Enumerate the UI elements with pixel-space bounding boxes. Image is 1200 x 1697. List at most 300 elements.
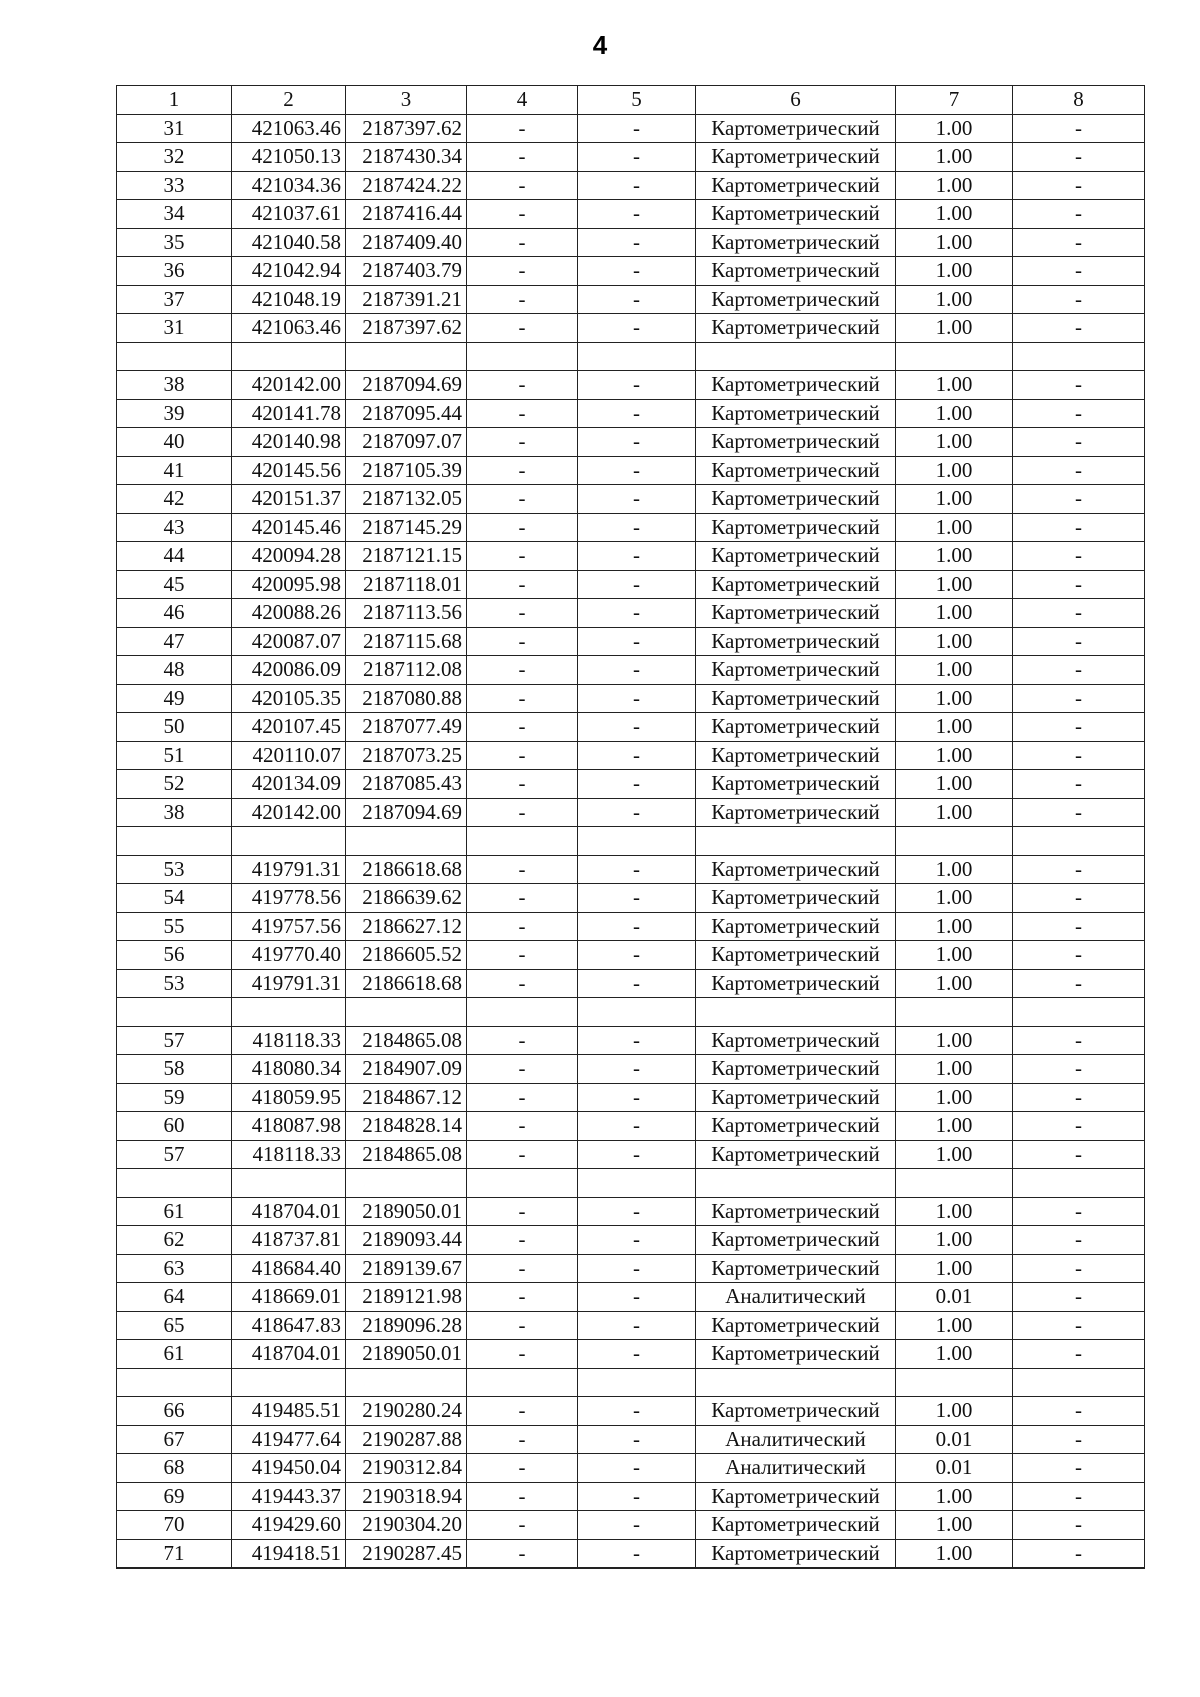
- table-cell: [346, 1169, 467, 1198]
- table-row: [117, 1425, 1145, 1454]
- table-cell: -: [578, 627, 696, 656]
- table-cell: 2190287.45: [346, 1539, 467, 1568]
- table-cell: 2187424.22: [346, 171, 467, 200]
- table-cell: -: [578, 228, 696, 257]
- table-cell: 54: [117, 884, 232, 913]
- table-cell: [696, 1368, 896, 1397]
- table-cell: 419450.04: [232, 1454, 346, 1483]
- column-header: 6: [696, 86, 896, 115]
- table-cell: 420142.00: [232, 798, 346, 827]
- table-cell: 43: [117, 513, 232, 542]
- table-row: [117, 684, 1145, 713]
- table-row: [117, 314, 1145, 343]
- table-separator-row: [117, 1169, 1145, 1198]
- table-cell: 2187112.08: [346, 656, 467, 685]
- table-cell: 1.00: [896, 371, 1013, 400]
- table-cell: Аналитический: [696, 1283, 896, 1312]
- table-cell: 1.00: [896, 570, 1013, 599]
- table-cell: 1.00: [896, 285, 1013, 314]
- table-cell: 44: [117, 542, 232, 571]
- table-cell: -: [578, 770, 696, 799]
- table-cell: 1.00: [896, 884, 1013, 913]
- table-cell: Картометрический: [696, 1026, 896, 1055]
- table-cell: 2190318.94: [346, 1482, 467, 1511]
- table-cell: -: [467, 599, 578, 628]
- table-cell: 418669.01: [232, 1283, 346, 1312]
- table-cell: 419778.56: [232, 884, 346, 913]
- table-cell: 421040.58: [232, 228, 346, 257]
- table-cell: 2189050.01: [346, 1340, 467, 1369]
- table-row: [117, 912, 1145, 941]
- table-cell: Картометрический: [696, 627, 896, 656]
- table-cell: 45: [117, 570, 232, 599]
- table-cell: -: [578, 314, 696, 343]
- column-header: 1: [117, 86, 232, 115]
- table-cell: Картометрический: [696, 855, 896, 884]
- table-cell: 1.00: [896, 542, 1013, 571]
- page-number: 4: [592, 30, 608, 60]
- table-cell: 2187397.62: [346, 114, 467, 143]
- table-cell: 418704.01: [232, 1197, 346, 1226]
- table-row: [117, 1140, 1145, 1169]
- table-cell: -: [467, 200, 578, 229]
- coordinates-table: [116, 85, 1145, 1569]
- table-cell: -: [467, 656, 578, 685]
- table-cell: [232, 342, 346, 371]
- table-cell: 1.00: [896, 143, 1013, 172]
- table-cell: -: [578, 399, 696, 428]
- table-cell: -: [578, 485, 696, 514]
- table-cell: 0.01: [896, 1454, 1013, 1483]
- table-row: [117, 713, 1145, 742]
- table-row: [117, 171, 1145, 200]
- table-cell: -: [1013, 1397, 1145, 1426]
- table-cell: -: [1013, 456, 1145, 485]
- table-cell: -: [1013, 114, 1145, 143]
- table-cell: 2186639.62: [346, 884, 467, 913]
- table-cell: 41: [117, 456, 232, 485]
- table-cell: -: [1013, 485, 1145, 514]
- table-cell: 60: [117, 1112, 232, 1141]
- table-cell: 418704.01: [232, 1340, 346, 1369]
- table-cell: 1.00: [896, 713, 1013, 742]
- table-cell: -: [467, 1311, 578, 1340]
- table-cell: 2184865.08: [346, 1140, 467, 1169]
- table-cell: -: [578, 1340, 696, 1369]
- table-cell: [696, 827, 896, 856]
- table-cell: -: [1013, 399, 1145, 428]
- table-cell: -: [1013, 884, 1145, 913]
- table-cell: Картометрический: [696, 1083, 896, 1112]
- table-cell: -: [578, 285, 696, 314]
- table-cell: -: [467, 713, 578, 742]
- table-cell: [117, 1368, 232, 1397]
- table-cell: -: [467, 1397, 578, 1426]
- table-cell: 1.00: [896, 1055, 1013, 1084]
- table-cell: -: [578, 371, 696, 400]
- table-cell: [467, 342, 578, 371]
- table-cell: -: [1013, 627, 1145, 656]
- table-cell: 420094.28: [232, 542, 346, 571]
- table-cell: 420142.00: [232, 371, 346, 400]
- table-cell: 2187094.69: [346, 798, 467, 827]
- column-header: 5: [578, 86, 696, 115]
- table-cell: [1013, 1169, 1145, 1198]
- table-cell: Картометрический: [696, 1226, 896, 1255]
- table-cell: -: [467, 570, 578, 599]
- table-cell: 421048.19: [232, 285, 346, 314]
- table-cell: Картометрический: [696, 1482, 896, 1511]
- table-cell: 38: [117, 371, 232, 400]
- column-header: 3: [346, 86, 467, 115]
- table-cell: -: [1013, 371, 1145, 400]
- table-cell: 2184867.12: [346, 1083, 467, 1112]
- table-row: [117, 1055, 1145, 1084]
- table-cell: -: [1013, 1197, 1145, 1226]
- table-cell: -: [578, 1055, 696, 1084]
- table-cell: 2187391.21: [346, 285, 467, 314]
- table-cell: -: [1013, 570, 1145, 599]
- table-cell: 56: [117, 941, 232, 970]
- table-cell: 32: [117, 143, 232, 172]
- table-cell: -: [1013, 228, 1145, 257]
- table-cell: -: [1013, 912, 1145, 941]
- table-cell: -: [467, 1283, 578, 1312]
- table-cell: 49: [117, 684, 232, 713]
- table-cell: 2187095.44: [346, 399, 467, 428]
- table-cell: Картометрический: [696, 941, 896, 970]
- table-cell: Картометрический: [696, 428, 896, 457]
- table-cell: 419770.40: [232, 941, 346, 970]
- table-cell: 2184907.09: [346, 1055, 467, 1084]
- table-cell: Картометрический: [696, 257, 896, 286]
- table-cell: [346, 342, 467, 371]
- table-cell: -: [1013, 1226, 1145, 1255]
- table-cell: -: [1013, 656, 1145, 685]
- table-row: [117, 143, 1145, 172]
- table-cell: -: [1013, 143, 1145, 172]
- table-cell: 0.01: [896, 1283, 1013, 1312]
- table-cell: Картометрический: [696, 770, 896, 799]
- table-cell: 2187132.05: [346, 485, 467, 514]
- table-cell: 1.00: [896, 228, 1013, 257]
- table-row: [117, 399, 1145, 428]
- table-cell: Картометрический: [696, 570, 896, 599]
- table-cell: 2187080.88: [346, 684, 467, 713]
- table-row: [117, 599, 1145, 628]
- table-cell: 421037.61: [232, 200, 346, 229]
- table-cell: -: [1013, 1140, 1145, 1169]
- table-cell: 2187403.79: [346, 257, 467, 286]
- table-cell: 1.00: [896, 770, 1013, 799]
- table-cell: 2187145.29: [346, 513, 467, 542]
- table-cell: 2189050.01: [346, 1197, 467, 1226]
- table-cell: [896, 1368, 1013, 1397]
- table-cell: 42: [117, 485, 232, 514]
- table-cell: 421034.36: [232, 171, 346, 200]
- table-cell: 2184828.14: [346, 1112, 467, 1141]
- table-row: [117, 456, 1145, 485]
- table-cell: Картометрический: [696, 542, 896, 571]
- table-cell: 57: [117, 1140, 232, 1169]
- table-cell: [896, 1169, 1013, 1198]
- table-cell: -: [467, 428, 578, 457]
- table-cell: -: [578, 656, 696, 685]
- table-row: [117, 285, 1145, 314]
- table-cell: Картометрический: [696, 1112, 896, 1141]
- table-cell: [232, 1169, 346, 1198]
- table-cell: 1.00: [896, 684, 1013, 713]
- table-cell: 53: [117, 855, 232, 884]
- table-cell: 61: [117, 1340, 232, 1369]
- table-cell: -: [578, 1254, 696, 1283]
- table-cell: -: [1013, 1340, 1145, 1369]
- table-cell: 418118.33: [232, 1026, 346, 1055]
- table-cell: Картометрический: [696, 713, 896, 742]
- table-cell: [346, 998, 467, 1027]
- table-cell: 2187073.25: [346, 741, 467, 770]
- table-cell: -: [467, 1197, 578, 1226]
- table-cell: -: [467, 941, 578, 970]
- table-cell: [117, 827, 232, 856]
- table-cell: 1.00: [896, 1511, 1013, 1540]
- table-cell: Картометрический: [696, 1397, 896, 1426]
- table-cell: -: [578, 513, 696, 542]
- table-cell: [578, 1368, 696, 1397]
- table-cell: 420087.07: [232, 627, 346, 656]
- table-cell: 61: [117, 1197, 232, 1226]
- table-cell: 2189093.44: [346, 1226, 467, 1255]
- table-row: [117, 371, 1145, 400]
- table-cell: Картометрический: [696, 912, 896, 941]
- table-row: [117, 1511, 1145, 1540]
- table-cell: Картометрический: [696, 599, 896, 628]
- table-cell: 418087.98: [232, 1112, 346, 1141]
- table-cell: -: [578, 855, 696, 884]
- table-cell: 2187121.15: [346, 542, 467, 571]
- table-cell: -: [578, 1454, 696, 1483]
- table-cell: -: [578, 1511, 696, 1540]
- column-header: 2: [232, 86, 346, 115]
- table-row: [117, 114, 1145, 143]
- table-body: [117, 114, 1145, 1568]
- table-cell: Картометрический: [696, 1539, 896, 1568]
- table-cell: 1.00: [896, 599, 1013, 628]
- table-cell: 420095.98: [232, 570, 346, 599]
- table-cell: [578, 1169, 696, 1198]
- table-cell: -: [1013, 1112, 1145, 1141]
- table-header-row: [117, 86, 1145, 115]
- table-cell: 35: [117, 228, 232, 257]
- table-row: [117, 200, 1145, 229]
- table-cell: -: [1013, 1026, 1145, 1055]
- table-cell: 40: [117, 428, 232, 457]
- table-cell: -: [467, 1112, 578, 1141]
- table-cell: 59: [117, 1083, 232, 1112]
- table-cell: -: [1013, 1454, 1145, 1483]
- table-cell: 1.00: [896, 257, 1013, 286]
- table-cell: -: [467, 1226, 578, 1255]
- table-cell: 1.00: [896, 1397, 1013, 1426]
- table-cell: [1013, 827, 1145, 856]
- table-cell: 1.00: [896, 741, 1013, 770]
- table-cell: -: [1013, 713, 1145, 742]
- table-cell: Картометрический: [696, 399, 896, 428]
- table-cell: -: [467, 285, 578, 314]
- table-cell: 418118.33: [232, 1140, 346, 1169]
- table-cell: 2187397.62: [346, 314, 467, 343]
- table-cell: -: [578, 941, 696, 970]
- table-cell: 2186605.52: [346, 941, 467, 970]
- table-row: [117, 798, 1145, 827]
- table-cell: Картометрический: [696, 656, 896, 685]
- table-cell: 420088.26: [232, 599, 346, 628]
- table-cell: 2187094.69: [346, 371, 467, 400]
- table-cell: -: [578, 542, 696, 571]
- table-cell: 2190280.24: [346, 1397, 467, 1426]
- table-cell: -: [578, 912, 696, 941]
- table-cell: -: [1013, 1511, 1145, 1540]
- table-cell: -: [1013, 542, 1145, 571]
- table-cell: Картометрический: [696, 143, 896, 172]
- table-cell: 419443.37: [232, 1482, 346, 1511]
- table-cell: 419791.31: [232, 855, 346, 884]
- table-cell: -: [578, 428, 696, 457]
- table-cell: 1.00: [896, 1112, 1013, 1141]
- table-cell: 2190287.88: [346, 1425, 467, 1454]
- table-cell: [117, 342, 232, 371]
- table-cell: 69: [117, 1482, 232, 1511]
- table-cell: 420145.56: [232, 456, 346, 485]
- table-cell: -: [1013, 200, 1145, 229]
- table-cell: Картометрический: [696, 114, 896, 143]
- table-cell: [467, 1368, 578, 1397]
- table-cell: -: [467, 855, 578, 884]
- table-cell: 50: [117, 713, 232, 742]
- table-cell: [346, 1368, 467, 1397]
- table-cell: 1.00: [896, 485, 1013, 514]
- table-cell: Картометрический: [696, 969, 896, 998]
- table-cell: 51: [117, 741, 232, 770]
- table-cell: [896, 998, 1013, 1027]
- table-cell: 1.00: [896, 798, 1013, 827]
- table-cell: 1.00: [896, 1140, 1013, 1169]
- table-cell: 1.00: [896, 314, 1013, 343]
- table-cell: [1013, 1368, 1145, 1397]
- table-cell: -: [1013, 428, 1145, 457]
- table-cell: -: [578, 798, 696, 827]
- table-cell: 1.00: [896, 656, 1013, 685]
- table-cell: 419429.60: [232, 1511, 346, 1540]
- table-cell: 64: [117, 1283, 232, 1312]
- table-cell: 38: [117, 798, 232, 827]
- table-cell: -: [467, 884, 578, 913]
- table-row: [117, 485, 1145, 514]
- table-cell: Картометрический: [696, 1140, 896, 1169]
- table-cell: Картометрический: [696, 1055, 896, 1084]
- table-cell: -: [578, 741, 696, 770]
- table-cell: Картометрический: [696, 884, 896, 913]
- table-cell: [467, 827, 578, 856]
- table-cell: [578, 342, 696, 371]
- table-cell: -: [1013, 599, 1145, 628]
- table-cell: -: [467, 627, 578, 656]
- table-cell: Картометрический: [696, 1254, 896, 1283]
- table-cell: Картометрический: [696, 456, 896, 485]
- table-cell: [346, 827, 467, 856]
- table-cell: -: [467, 741, 578, 770]
- table-cell: 39: [117, 399, 232, 428]
- table-cell: -: [578, 456, 696, 485]
- table-row: [117, 969, 1145, 998]
- table-cell: 67: [117, 1425, 232, 1454]
- table-cell: 52: [117, 770, 232, 799]
- table-cell: [696, 1169, 896, 1198]
- table-cell: [117, 998, 232, 1027]
- table-cell: -: [1013, 1055, 1145, 1084]
- table-cell: -: [467, 1425, 578, 1454]
- table-cell: Картометрический: [696, 1197, 896, 1226]
- table-row: [117, 627, 1145, 656]
- table-cell: 55: [117, 912, 232, 941]
- table-cell: 2189139.67: [346, 1254, 467, 1283]
- table-cell: -: [467, 228, 578, 257]
- table-cell: 2190312.84: [346, 1454, 467, 1483]
- table-cell: 418647.83: [232, 1311, 346, 1340]
- table-cell: [232, 827, 346, 856]
- table-row: [117, 1026, 1145, 1055]
- table-cell: [578, 827, 696, 856]
- table-cell: 420145.46: [232, 513, 346, 542]
- table-cell: 419418.51: [232, 1539, 346, 1568]
- table-cell: 34: [117, 200, 232, 229]
- table-cell: 2187105.39: [346, 456, 467, 485]
- table-cell: -: [1013, 1083, 1145, 1112]
- table-cell: 1.00: [896, 969, 1013, 998]
- table-cell: -: [578, 143, 696, 172]
- table-cell: Картометрический: [696, 798, 896, 827]
- table-cell: 37: [117, 285, 232, 314]
- table-cell: -: [467, 798, 578, 827]
- table-row: [117, 1454, 1145, 1483]
- table-cell: 1.00: [896, 855, 1013, 884]
- table-cell: -: [1013, 314, 1145, 343]
- table-cell: 420140.98: [232, 428, 346, 457]
- table-row: [117, 513, 1145, 542]
- table-cell: -: [467, 399, 578, 428]
- table-cell: [696, 998, 896, 1027]
- table-cell: -: [578, 1226, 696, 1255]
- table-cell: 2186627.12: [346, 912, 467, 941]
- table-cell: 33: [117, 171, 232, 200]
- table-separator-row: [117, 827, 1145, 856]
- table-cell: Картометрический: [696, 171, 896, 200]
- table-cell: 58: [117, 1055, 232, 1084]
- table-cell: -: [467, 1454, 578, 1483]
- table-cell: -: [467, 1055, 578, 1084]
- table-row: [117, 770, 1145, 799]
- table-cell: [232, 998, 346, 1027]
- table-cell: 68: [117, 1454, 232, 1483]
- table-cell: 31: [117, 314, 232, 343]
- table-row: [117, 570, 1145, 599]
- table-cell: 47: [117, 627, 232, 656]
- table-cell: Картометрический: [696, 314, 896, 343]
- table-cell: 2187115.68: [346, 627, 467, 656]
- table-cell: 420107.45: [232, 713, 346, 742]
- column-header: 7: [896, 86, 1013, 115]
- table-cell: 71: [117, 1539, 232, 1568]
